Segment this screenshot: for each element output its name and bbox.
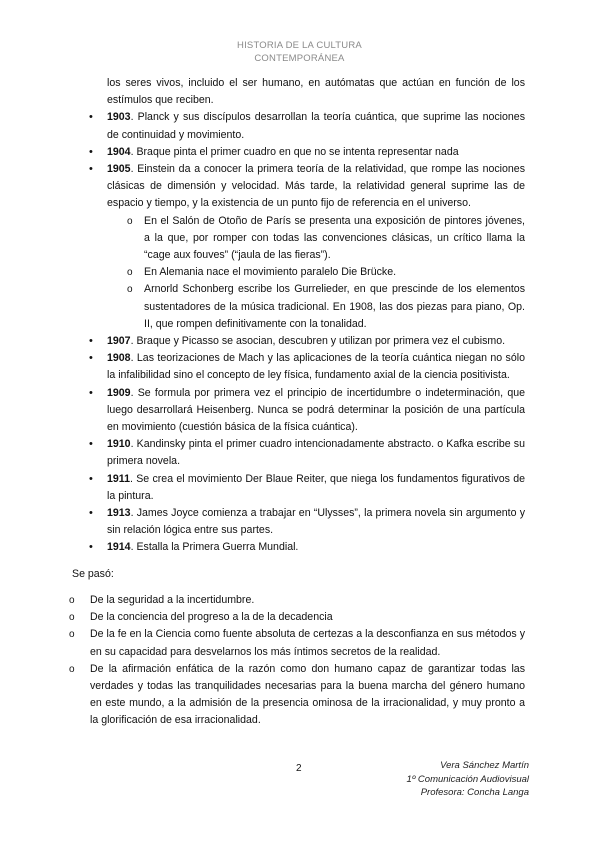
timeline-item-1904 (107, 144, 525, 161)
sub-item-die-brucke: o En Alemania nace el movimiento paralelo Die Brücke. (144, 264, 525, 281)
page-footer (407, 759, 529, 800)
footer-course: 1º Comunicación Audiovisual (406, 773, 529, 785)
timeline-item-1903 (107, 109, 525, 143)
timeline-item-1907 (107, 333, 525, 350)
page-header (0, 39, 599, 65)
item-year: 1910 (107, 438, 131, 451)
timeline-item-1910 (107, 436, 525, 470)
document-body (0, 75, 599, 730)
header-title-line1: HISTORIA DE LA CULTURA (237, 40, 362, 51)
item-text: . Estalla la Primera Guerra Mundial. (130, 541, 299, 554)
timeline-item-1911 (107, 471, 525, 505)
item-year: 1911 (107, 472, 130, 485)
item-text: . James Joyce comienza a trabajar en “Ulysses”, la primera novela sin argumento y sin relación lógica entre sus partes. (107, 507, 525, 537)
footer-author: Vera Sánchez Martín (440, 760, 529, 771)
spacer (0, 583, 599, 592)
spacer (0, 557, 599, 566)
timeline-item-1905 (107, 161, 525, 213)
sub-item-salon-otono: o En el Salón de Otoño de París se presenta una exposición de pintores jóvenes, a la que, por romper con todas las convenciones clásicas, un crítico llama la “cage aux fouves” (“jaula de las fieras”). (144, 213, 525, 265)
item-text: . Las teorizaciones de Mach y las aplicaciones de la teoría cuántica niegan no sólo la infalibilidad sino el concepto de ley física, fundamento axial de la ciencia positivista. (107, 352, 525, 382)
se-paso-heading: Se pasó: (72, 567, 114, 580)
change-item-ciencia: o De la fe en la Ciencia como fuente absoluta de certezas a la desconfianza en sus métodos y en su capacidad para desvelarnos los más íntimos secretos de la realidad. (90, 626, 525, 660)
header-title-line2: CONTEMPORÁNEA (254, 53, 345, 64)
item-text: . Braque pinta el primer cuadro en que no se intenta representar nada (130, 145, 459, 158)
item-year: 1904 (107, 145, 131, 158)
continuation-text: los seres vivos, incluido el ser humano, en autómatas que actúan en función de los estímulos que reciben. (107, 77, 525, 107)
item-year: 1907 (107, 335, 131, 348)
item-text: . Se crea el movimiento Der Blaue Reiter, que niega los fundamentos figurativos de la pintura. (107, 472, 525, 502)
item-year: 1905 (107, 163, 131, 176)
change-item-decadencia: o De la conciencia del progreso a la de la decadencia (90, 609, 525, 626)
timeline-item-1909 (107, 385, 525, 437)
item-text: . Se formula por primera vez el principio de incertidumbre o indeterminación, que luego desarrollará Heisenberg. Nunca se podrá determinar la posición de una partícula en movimiento (cuestión básica de la física cuántica). (107, 386, 525, 434)
timeline-item-1908 (107, 350, 525, 384)
item-text: . Kandinsky pinta el primer cuadro intencionadamente abstracto. o Kafka escribe su primera novela. (107, 438, 525, 468)
item-year: 1908 (107, 352, 131, 365)
page-number: 2 (296, 763, 302, 774)
footer-teacher: Profesora: Concha Langa (420, 787, 529, 798)
item-year: 1914 (107, 541, 131, 554)
item-year: 1909 (107, 386, 131, 399)
item-text: . Planck y sus discípulos desarrollan la teoría cuántica, que suprime las nociones de continuidad y movimiento. (107, 111, 525, 141)
change-item-razon: o De la afirmación enfática de la razón como don humano capaz de garantizar todas las verdades y todas las tranquilidades necesarias para la buena marcha del género humano en este mundo, a la admisión de la presencia ominosa de la irracionalidad, y muy pronto a la glorificación de esa irracionalidad. (90, 661, 525, 730)
sub-item-schonberg: o Arnorld Schonberg escribe los Gurrelieder, en que prescinde de los elementos sustentadores de la música tradicional. En 1908, las dos piezas para piano, Op. II, que rompen definitivamente con la tonalidad. (144, 281, 525, 333)
item-year: 1913 (107, 507, 131, 520)
item-year: 1903 (107, 111, 131, 124)
item-text: . Braque y Picasso se asocian, descubren y utilizan por primera vez el cubismo. (130, 335, 506, 348)
change-item-incertidumbre: o De la seguridad a la incertidumbre. (90, 592, 525, 609)
timeline-item-1913 (107, 505, 525, 539)
timeline-item-1914 (107, 539, 525, 556)
item-text: . Einstein da a conocer la primera teoría de la relatividad, que rompe las nociones clásicas de dimensión y velocidad. Más tarde, la relatividad general suprime las de espacio y tiempo, y la existencia de un punto fijo de referencia en el universo. (107, 163, 525, 210)
